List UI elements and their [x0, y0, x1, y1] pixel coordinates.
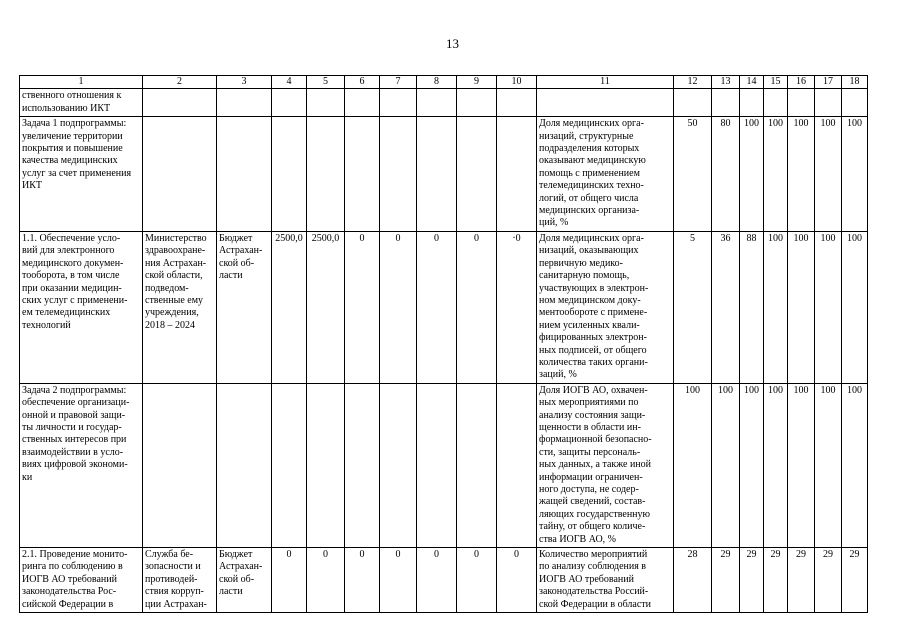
cell-value: 29 [740, 548, 764, 613]
column-number: 12 [674, 76, 712, 89]
cell-value: 0 [272, 548, 307, 613]
cell-value: 100 [764, 383, 788, 547]
cell-value: 0 [345, 548, 380, 613]
cell-value: 100 [815, 231, 842, 383]
table-row [20, 117, 868, 232]
cell-value: 100 [712, 383, 740, 547]
column-number: 11 [537, 76, 674, 89]
column-number: 8 [417, 76, 457, 89]
column-number: 14 [740, 76, 764, 89]
program-table [19, 75, 868, 613]
cell-value: 0 [380, 548, 417, 613]
column-number-row [20, 76, 868, 89]
cell-value: 100 [788, 383, 815, 547]
cell-value [272, 117, 307, 232]
column-number: 16 [788, 76, 815, 89]
cell-indicator: Доля медицинских орга- низаций, структурные подразделения которых оказывают медицинскую помощь с применением телемедицинских техно- логий, от общего числа медицинских организа- ций, % [537, 117, 674, 232]
column-number: 9 [457, 76, 497, 89]
cell-value [457, 89, 497, 117]
cell-value: 0 [457, 548, 497, 613]
cell-value [272, 383, 307, 547]
cell-value: 0 [497, 548, 537, 613]
cell-indicator: Количество мероприятий по анализу соблюдения в ИОГВ АО требований законодательства Россий- ской Федерации в области [537, 548, 674, 613]
cell-executor [143, 383, 217, 547]
column-number: 17 [815, 76, 842, 89]
cell-value [842, 89, 868, 117]
cell-value: 0 [417, 548, 457, 613]
cell-value [307, 89, 345, 117]
cell-value: 100 [764, 117, 788, 232]
cell-value: 100 [842, 383, 868, 547]
cell-indicator [537, 89, 674, 117]
column-number: 5 [307, 76, 345, 89]
column-number: 18 [842, 76, 868, 89]
column-number: 1 [20, 76, 143, 89]
cell-value: 2500,0 [272, 231, 307, 383]
cell-value: 100 [740, 383, 764, 547]
cell-value [417, 383, 457, 547]
cell-value: 100 [815, 117, 842, 232]
cell-value: 100 [842, 231, 868, 383]
cell-description: ственного отношения к использованию ИКТ [20, 89, 143, 117]
cell-executor: Министерство здравоохране- ния Астрахан- ской области, подведом- ственные ему учреждения, 2018 – 2024 [143, 231, 217, 383]
cell-value: 100 [788, 231, 815, 383]
cell-value [345, 117, 380, 232]
column-number: 4 [272, 76, 307, 89]
column-number: 10 [497, 76, 537, 89]
cell-source [217, 117, 272, 232]
cell-value: ·0 [497, 231, 537, 383]
cell-value [380, 383, 417, 547]
cell-value [417, 117, 457, 232]
table-row [20, 89, 868, 117]
cell-indicator: Доля медицинских орга- низаций, оказывающих первичную медико- санитарную помощь, участвующих в электрон- ном медицинском доку- ментообороте с примене- нием усиленных квали- фицированных электрон- ных подписей, от общего количества таких органи- заций, % [537, 231, 674, 383]
cell-value: 0 [417, 231, 457, 383]
cell-value: 0 [307, 548, 345, 613]
cell-value: 0 [345, 231, 380, 383]
cell-value [740, 89, 764, 117]
cell-value [497, 383, 537, 547]
cell-value: 0 [457, 231, 497, 383]
cell-value: 2500,0 [307, 231, 345, 383]
cell-value [307, 117, 345, 232]
cell-description: Задача 2 подпрограммы: обеспечение организаци- онной и правовой защи- ты личности и государ- ственных интересов при взаимодействии в усло- виях цифровой экономи- ки [20, 383, 143, 547]
cell-executor: Служба бе- зопасности и противодей- ствия корруп- ции Астрахан- [143, 548, 217, 613]
cell-value: 0 [380, 231, 417, 383]
cell-value [272, 89, 307, 117]
cell-value [307, 383, 345, 547]
cell-source [217, 89, 272, 117]
cell-description: 1.1. Обеспечение усло- вий для электронного медицинского докумен- тооборота, в том числе при оказании медицин- ских услуг с применени- ем телемедицинских технологий [20, 231, 143, 383]
cell-value: 100 [764, 231, 788, 383]
cell-value: 100 [674, 383, 712, 547]
cell-value [345, 383, 380, 547]
table-row [20, 383, 868, 547]
column-number: 3 [217, 76, 272, 89]
cell-source: Бюджет Астрахан- ской об- ласти [217, 548, 272, 613]
cell-value: 29 [712, 548, 740, 613]
table-row [20, 548, 868, 613]
cell-source [217, 383, 272, 547]
cell-value [497, 117, 537, 232]
cell-value [674, 89, 712, 117]
cell-value: 36 [712, 231, 740, 383]
cell-value [788, 89, 815, 117]
table-row [20, 231, 868, 383]
column-number: 2 [143, 76, 217, 89]
cell-value [380, 89, 417, 117]
cell-value: 100 [842, 117, 868, 232]
cell-value: 29 [815, 548, 842, 613]
cell-value: 100 [788, 117, 815, 232]
column-number: 7 [380, 76, 417, 89]
column-number: 13 [712, 76, 740, 89]
cell-value: 80 [712, 117, 740, 232]
cell-value: 100 [740, 117, 764, 232]
cell-value: 50 [674, 117, 712, 232]
cell-value: 88 [740, 231, 764, 383]
cell-value [417, 89, 457, 117]
cell-value: 29 [788, 548, 815, 613]
cell-value [457, 383, 497, 547]
cell-value [380, 117, 417, 232]
cell-value [764, 89, 788, 117]
cell-value: 5 [674, 231, 712, 383]
cell-source: Бюджет Астрахан- ской об- ласти [217, 231, 272, 383]
cell-description: 2.1. Проведение монито- ринга по соблюдению в ИОГВ АО требований законодательства Рос- сийской Федерации в [20, 548, 143, 613]
cell-value: 29 [764, 548, 788, 613]
cell-value: 100 [815, 383, 842, 547]
page-number: 13 [446, 36, 459, 51]
column-number: 15 [764, 76, 788, 89]
cell-value [345, 89, 380, 117]
column-number: 6 [345, 76, 380, 89]
cell-executor [143, 89, 217, 117]
cell-value [815, 89, 842, 117]
cell-executor [143, 117, 217, 232]
cell-value: 29 [842, 548, 868, 613]
cell-value [712, 89, 740, 117]
cell-value [457, 117, 497, 232]
cell-indicator: Доля ИОГВ АО, охвачен- ных мероприятиями по анализу состояния защи- щенности в области ин- формационной безопасно- сти, защиты персональ- ных данных, а также иной информации ограничен- ного доступа, не содер- жащей сведений, состав- ляющих государственную тайну, от общего количе- ства ИОГВ АО, % [537, 383, 674, 547]
cell-description: Задача 1 подпрограммы: увеличение территории покрытия и повышение качества медицинских услуг за счет применения ИКТ [20, 117, 143, 232]
cell-value: 28 [674, 548, 712, 613]
cell-value [497, 89, 537, 117]
